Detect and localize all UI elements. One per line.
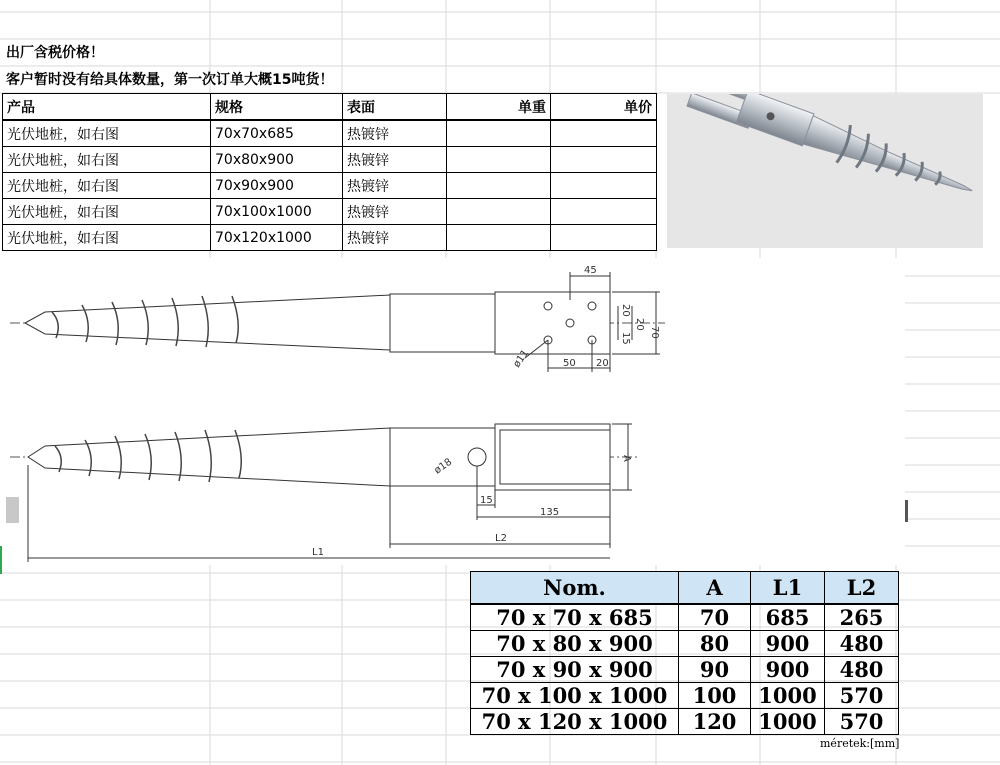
cell-unit-weight[interactable]: [447, 225, 551, 251]
column-header-l2[interactable]: L2: [825, 572, 899, 605]
cell-spec[interactable]: 70x100x1000: [211, 199, 343, 225]
cell-l2[interactable]: 570: [825, 683, 899, 709]
side-view-screw-pile: [28, 424, 610, 490]
column-header-unit-weight[interactable]: 单重: [447, 94, 551, 121]
spec-table-header: [3, 94, 657, 121]
header-quantity-note: 客户暂时没有给具体数量，第一次订单大概15吨货！: [6, 72, 334, 88]
technical-drawing: [0, 258, 905, 565]
table-row: [3, 120, 657, 147]
column-header-surface[interactable]: 表面: [343, 94, 447, 121]
cell-spec[interactable]: 70x120x1000: [211, 225, 343, 251]
cell-unit-weight[interactable]: [447, 173, 551, 199]
cell-product[interactable]: 光伏地桩，如右图: [3, 199, 211, 225]
dim-20-mid: 20: [634, 318, 645, 331]
cell-product[interactable]: 光伏地桩，如右图: [3, 120, 211, 147]
cell-surface[interactable]: 热镀锌: [343, 173, 447, 199]
dim-20-bottom: 20: [596, 358, 609, 369]
dimension-table-header: [471, 572, 899, 605]
table-row: [3, 199, 657, 225]
cell-l1[interactable]: 685: [751, 604, 825, 631]
cell-spec[interactable]: 70x90x900: [211, 173, 343, 199]
column-header-product[interactable]: 产品: [3, 94, 211, 121]
dim-20-top: 20: [620, 304, 631, 317]
cell-a[interactable]: 80: [679, 631, 751, 657]
cell-unit-weight[interactable]: [447, 147, 551, 173]
cell-surface[interactable]: 热镀锌: [343, 225, 447, 251]
dim-l1: L1: [312, 547, 324, 558]
cell-nom[interactable]: 70 x 70 x 685: [471, 604, 679, 631]
cell-nom[interactable]: 70 x 90 x 900: [471, 657, 679, 683]
dim-hole-18: ø18: [432, 456, 455, 477]
column-header-l1[interactable]: L1: [751, 572, 825, 605]
cell-unit-price[interactable]: [551, 147, 657, 173]
dim-15: 15: [620, 332, 631, 345]
dim-hole-11: ø11: [511, 347, 532, 370]
table-row: [471, 604, 899, 631]
cell-l2[interactable]: 570: [825, 709, 899, 735]
table-row: [471, 657, 899, 683]
table-row: [471, 709, 899, 735]
table-row: [471, 683, 899, 709]
dim-70: 70: [649, 326, 660, 339]
cell-product[interactable]: 光伏地桩，如右图: [3, 147, 211, 173]
unit-note: méretek:[mm]: [820, 737, 900, 750]
cell-product[interactable]: 光伏地桩，如右图: [3, 173, 211, 199]
dim-135: 135: [540, 507, 560, 518]
selection-indicator: [0, 546, 2, 574]
cell-spec[interactable]: 70x80x900: [211, 147, 343, 173]
cell-l1[interactable]: 1000: [751, 709, 825, 735]
left-scroll-handle[interactable]: [6, 497, 19, 523]
dim-a: A: [621, 455, 632, 462]
cell-l2[interactable]: 265: [825, 604, 899, 631]
table-row: [471, 631, 899, 657]
cell-product[interactable]: 光伏地桩，如右图: [3, 225, 211, 251]
dim-50: 50: [563, 358, 576, 369]
table-row: [3, 173, 657, 199]
cell-l2[interactable]: 480: [825, 631, 899, 657]
spec-table: [2, 93, 657, 251]
cell-unit-price[interactable]: [551, 225, 657, 251]
ground-screw-photo[interactable]: [667, 94, 983, 248]
cell-l1[interactable]: 900: [751, 657, 825, 683]
dim-15-side: 15: [480, 495, 493, 506]
cell-spec[interactable]: 70x70x685: [211, 120, 343, 147]
dim-45: 45: [584, 265, 597, 276]
table-row: [3, 225, 657, 251]
cell-nom[interactable]: 70 x 120 x 1000: [471, 709, 679, 735]
column-header-nom[interactable]: Nom.: [471, 572, 679, 605]
column-header-a[interactable]: A: [679, 572, 751, 605]
cell-unit-price[interactable]: [551, 199, 657, 225]
cell-surface[interactable]: 热镀锌: [343, 199, 447, 225]
top-view-screw-pile: [25, 292, 610, 354]
cell-a[interactable]: 120: [679, 709, 751, 735]
column-header-spec[interactable]: 规格: [211, 94, 343, 121]
cell-l2[interactable]: 480: [825, 657, 899, 683]
cell-nom[interactable]: 70 x 80 x 900: [471, 631, 679, 657]
cell-nom[interactable]: 70 x 100 x 1000: [471, 683, 679, 709]
column-header-unit-price[interactable]: 单价: [551, 94, 657, 121]
cell-a[interactable]: 90: [679, 657, 751, 683]
cell-l1[interactable]: 900: [751, 631, 825, 657]
cell-surface[interactable]: 热镀锌: [343, 147, 447, 173]
header-price-note: 出厂含税价格！: [6, 45, 104, 61]
cell-a[interactable]: 100: [679, 683, 751, 709]
dim-l2: L2: [495, 533, 507, 544]
right-scroll-handle[interactable]: [905, 500, 908, 522]
cell-surface[interactable]: 热镀锌: [343, 120, 447, 147]
cell-unit-weight[interactable]: [447, 120, 551, 147]
cell-unit-price[interactable]: [551, 173, 657, 199]
cell-l1[interactable]: 1000: [751, 683, 825, 709]
cell-unit-weight[interactable]: [447, 199, 551, 225]
dimension-table: [470, 571, 899, 735]
cell-a[interactable]: 70: [679, 604, 751, 631]
cell-unit-price[interactable]: [551, 120, 657, 147]
table-row: [3, 147, 657, 173]
